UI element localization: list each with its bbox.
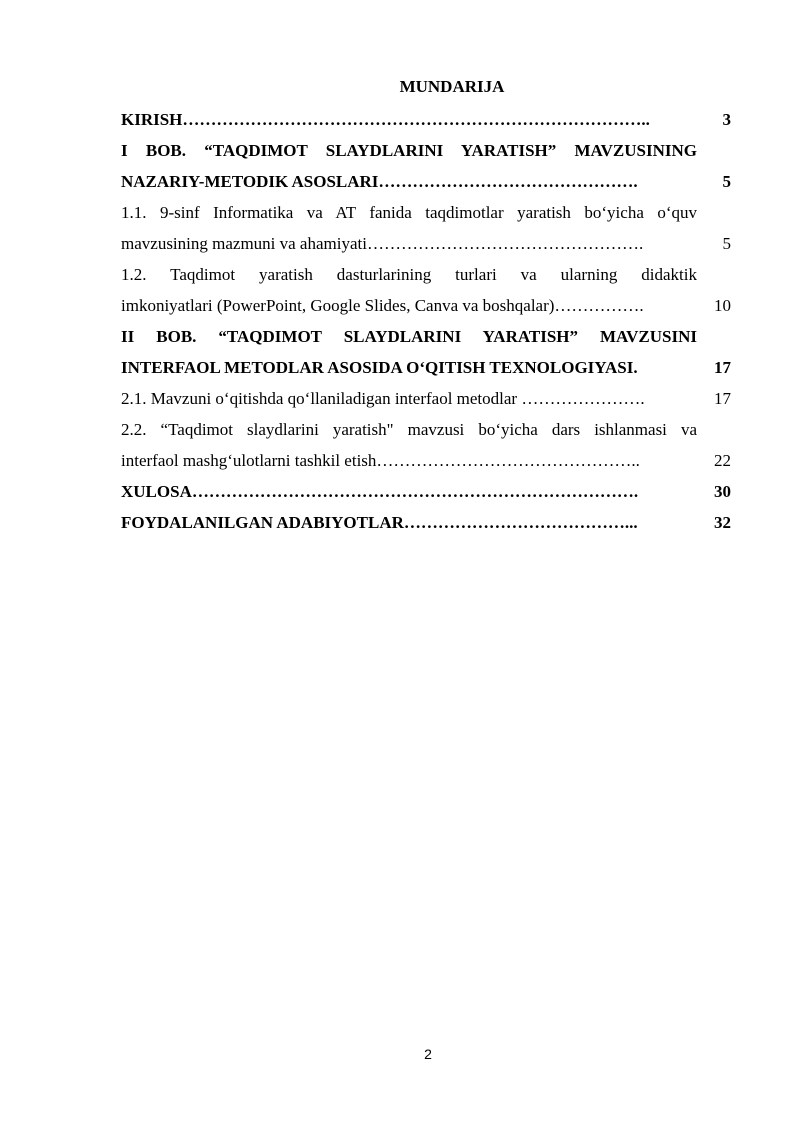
toc-entry-chapter-1-line-1[interactable] [121, 139, 731, 163]
toc-page-number: 30 [714, 482, 731, 501]
toc-entry-text: 2.1. Mavzuni o‘qitishda qo‘llaniladigan interfaol metodlar …………………. [121, 389, 645, 408]
toc-entry-text: II BOB. “TAQDIMOT SLAYDLARINI YARATISH” MAVZUSINI [121, 327, 697, 346]
toc-page-number: 3 [722, 110, 731, 129]
toc-entry-chapter-1-line-2[interactable] [121, 170, 731, 194]
toc-page-number: 17 [714, 389, 731, 408]
toc-entry-text: 1.2. Taqdimot yaratish dasturlarining turlari va ularning didaktik [121, 265, 697, 284]
toc-entry-1-1-line-1[interactable] [121, 201, 731, 225]
toc-entry-text: KIRISH……………………………………………………………………….. [121, 110, 650, 129]
toc-entry-text: I BOB. “TAQDIMOT SLAYDLARINI YARATISH” MAVZUSINING [121, 141, 697, 160]
toc-entry-1-2-line-2[interactable] [121, 294, 731, 318]
toc-entry-text: 1.1. 9-sinf Informatika va AT fanida taqdimotlar yaratish bo‘yicha o‘quv [121, 203, 697, 222]
toc-entry-text: mavzusining mazmuni va ahamiyati…………………………………………. [121, 234, 644, 253]
toc-entry-adabiyotlar[interactable] [121, 511, 731, 535]
toc-page-number: 5 [722, 234, 731, 253]
toc-heading: MUNDARIJA [399, 77, 505, 96]
toc-entry-1-1-line-2[interactable] [121, 232, 731, 256]
toc-entry-text: imkoniyatlari (PowerPoint, Google Slides, Canva va boshqalar)……………. [121, 296, 644, 315]
toc-entry-1-2-line-1[interactable] [121, 263, 731, 287]
toc-entry-text: interfaol mashg‘ulotlarni tashkil etish……………………………………….. [121, 451, 640, 470]
toc-page-number: 5 [722, 172, 731, 191]
toc-entry-2-2-line-1[interactable] [121, 418, 731, 442]
toc-entry-text: FOYDALANILGAN ADABIYOTLAR…………………………………... [121, 513, 638, 532]
toc-entry-text: INTERFAOL METODLAR ASOSIDA O‘QITISH TEXNOLOGIYASI. [121, 358, 638, 377]
toc-entry-text: XULOSA……………………………………………………………………. [121, 482, 639, 501]
toc-entry-2-1[interactable] [121, 387, 731, 411]
toc-entry-text: NAZARIY-METODIK ASOSLARI………………………………………. [121, 172, 638, 191]
toc-entry-chapter-2-line-2[interactable] [121, 356, 731, 380]
toc-entry-text: 2.2. “Taqdimot slaydlarini yaratish" mavzusi bo‘yicha dars ishlanmasi va [121, 420, 697, 439]
toc-entry-chapter-2-line-1[interactable] [121, 325, 731, 349]
page-number: 2 [424, 1046, 432, 1062]
toc-page-number: 22 [714, 451, 731, 470]
toc-page-number: 17 [714, 358, 731, 377]
toc-page-number: 10 [714, 296, 731, 315]
toc-entry-2-2-line-2[interactable] [121, 449, 731, 473]
toc-entry-kirish[interactable] [121, 108, 731, 132]
toc-page-number: 32 [714, 513, 731, 532]
toc-entry-xulosa[interactable] [121, 480, 731, 504]
